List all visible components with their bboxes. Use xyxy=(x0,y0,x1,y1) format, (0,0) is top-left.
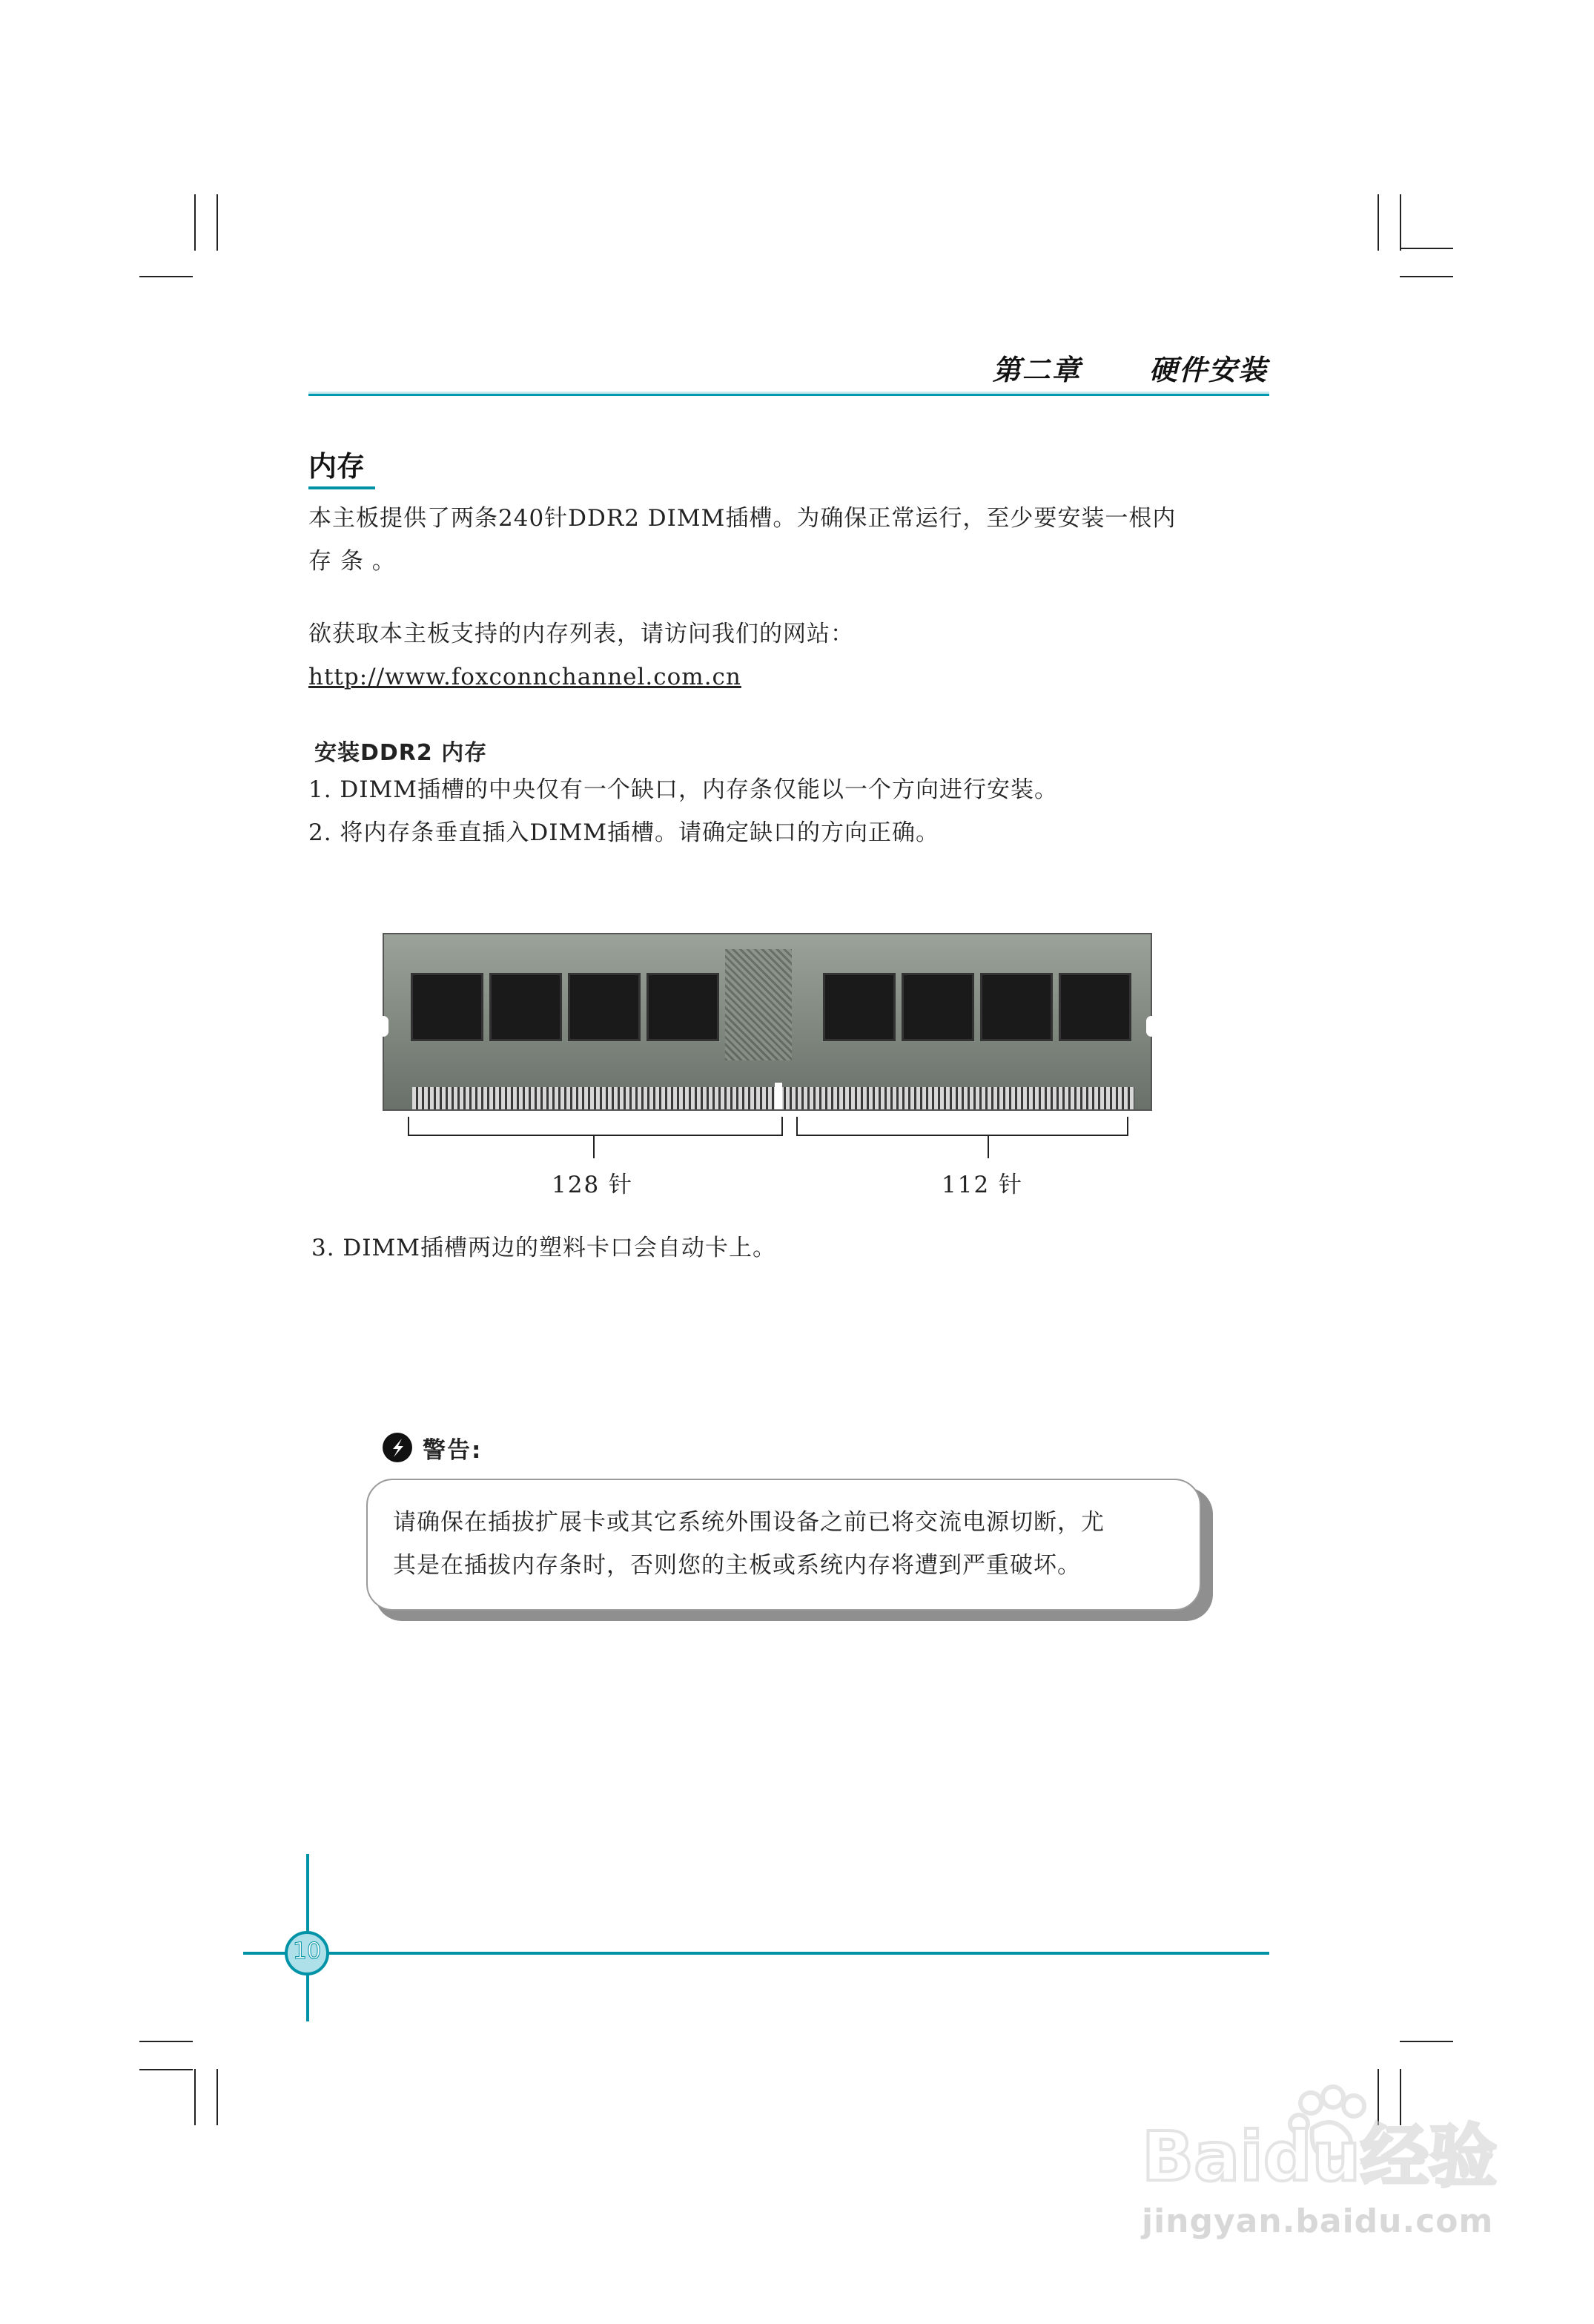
warning-text xyxy=(393,1501,1194,1587)
crop-mark xyxy=(139,2069,193,2070)
warning-title: 警告: xyxy=(423,1437,483,1464)
section-title: 内存 xyxy=(308,450,366,483)
crop-mark xyxy=(1400,248,1453,249)
right-pin-label: 112 针 xyxy=(942,1172,1024,1198)
header-rule xyxy=(308,392,1269,396)
crop-mark xyxy=(216,194,218,251)
crop-mark xyxy=(1400,2041,1453,2042)
ddr2-memory-module-image xyxy=(383,933,1152,1111)
module-side-notch xyxy=(1146,1016,1157,1037)
intro-paragraph xyxy=(308,497,1272,583)
memory-chip xyxy=(568,973,641,1041)
crop-mark xyxy=(1378,194,1379,251)
crop-mark xyxy=(1400,194,1401,251)
chapter-number: 第二章 xyxy=(992,354,1082,386)
memory-chip xyxy=(1059,973,1131,1041)
crop-mark xyxy=(194,2069,196,2125)
memory-chip xyxy=(646,973,719,1041)
crop-mark xyxy=(1400,276,1453,277)
support-text: 欲获取本主板支持的内存列表，请访问我们的网站： xyxy=(308,621,854,647)
memory-chip xyxy=(902,973,974,1041)
left-pin-bracket xyxy=(408,1117,783,1136)
left-bracket-tick xyxy=(593,1135,595,1158)
footer-horizontal-rule xyxy=(243,1952,1269,1955)
memory-chip xyxy=(411,973,483,1041)
website-link[interactable]: http://www.foxconnchannel.com.cn xyxy=(308,664,741,690)
module-key-notch xyxy=(775,1083,782,1109)
warning-line: 其是在插拔内存条时，否则您的主板或系统内存将遭到严重破坏。 xyxy=(393,1552,1081,1579)
chapter-header xyxy=(993,347,1268,388)
warning-icon xyxy=(383,1433,412,1462)
install-step: 2. 将内存条垂直插入DIMM插槽。请确定缺口的方向正确。 xyxy=(308,819,940,846)
module-gold-pins xyxy=(412,1087,1134,1109)
page-number: 10 xyxy=(292,1938,322,1964)
install-heading: 安装DDR2 内存 xyxy=(314,740,488,766)
module-side-notch xyxy=(378,1016,388,1037)
intro-line: 存 条 。 xyxy=(308,548,396,575)
install-steps xyxy=(308,768,1272,854)
right-pin-bracket xyxy=(796,1117,1128,1136)
memory-chip xyxy=(823,973,896,1041)
memory-chip xyxy=(980,973,1053,1041)
left-pin-label: 128 针 xyxy=(552,1172,634,1198)
module-circuit-area xyxy=(725,949,792,1060)
crop-mark xyxy=(194,194,196,251)
warning-line: 请确保在插拔扩展卡或其它系统外围设备之前已将交流电源切断，尤 xyxy=(393,1509,1105,1536)
watermark-brand-text: Baidu经验 xyxy=(1142,2117,1498,2195)
baidu-watermark-logo xyxy=(1127,2076,1512,2195)
crop-mark xyxy=(139,276,193,277)
crop-mark xyxy=(139,2041,193,2042)
section-underline xyxy=(308,486,375,489)
support-paragraph xyxy=(308,613,1272,699)
watermark-url: jingyan.baidu.com xyxy=(1142,2202,1494,2240)
install-step: 3. DIMM插槽两边的塑料卡口会自动卡上。 xyxy=(311,1235,777,1261)
intro-line: 本主板提供了两条240针DDR2 DIMM插槽。为确保正常运行，至少要安装一根内 xyxy=(308,505,1177,532)
memory-chip xyxy=(489,973,562,1041)
install-step: 1. DIMM插槽的中央仅有一个缺口，内存条仅能以一个方向进行安装。 xyxy=(308,776,1059,803)
chapter-title: 硬件安装 xyxy=(1148,354,1268,386)
crop-mark xyxy=(216,2069,218,2125)
right-bracket-tick xyxy=(988,1135,989,1158)
